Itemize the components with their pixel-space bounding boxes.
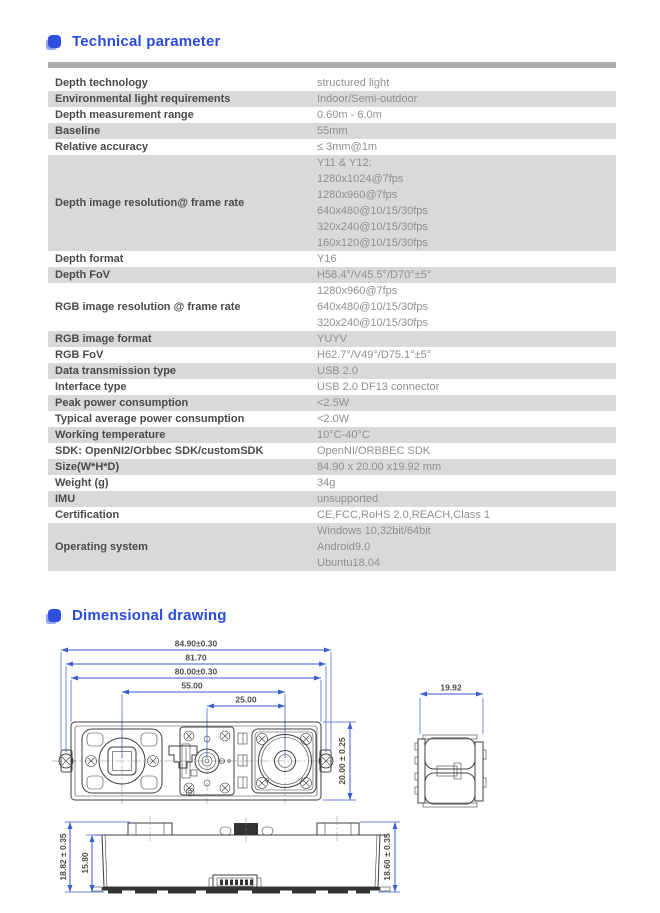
spec-value-line: 34g xyxy=(317,477,336,489)
spec-value-line: 320x240@10/15/30fps xyxy=(317,317,428,329)
spec-value-line: H62.7°/V49°/D75.1°±5° xyxy=(317,349,432,361)
front-dimensions xyxy=(61,639,356,801)
spec-value-line: ≤ 3mm@1m xyxy=(317,141,377,153)
spec-label: IMU xyxy=(55,493,76,505)
spec-row xyxy=(48,107,616,123)
spec-row xyxy=(48,75,616,91)
dim-total-width: 84.90±0.30 xyxy=(174,638,218,649)
spec-row xyxy=(48,427,616,443)
spec-row xyxy=(48,379,616,395)
spec-value-line: Ubuntu18.04 xyxy=(317,557,380,569)
spec-row xyxy=(48,91,616,107)
spec-value-line: CE,FCC,RoHS 2.0,REACH,Class 1 xyxy=(317,509,490,521)
bottom-view xyxy=(58,816,400,894)
dim-side-right-height: 18.60 ± 0.35 xyxy=(382,833,392,881)
spec-value xyxy=(310,411,616,427)
spec-row xyxy=(48,347,616,363)
spec-label: Working temperature xyxy=(55,429,166,441)
dimensional-drawing xyxy=(40,630,620,908)
spec-value-line: Indoor/Semi-outdoor xyxy=(317,93,418,105)
spec-value-line: <2.5W xyxy=(317,397,350,409)
spec-label: Certification xyxy=(55,509,120,521)
spec-value-line: Y11 & Y12: xyxy=(317,157,372,169)
spec-label: Depth FoV xyxy=(55,269,110,281)
spec-label: Relative accuracy xyxy=(55,141,148,153)
spec-table xyxy=(48,75,616,571)
spec-label: RGB image format xyxy=(55,333,152,345)
spec-value-line: USB 2.0 DF13 connector xyxy=(317,381,440,393)
spec-value xyxy=(310,443,616,459)
technical-parameter-heading xyxy=(48,31,660,51)
dim-front-height: 20.00 ± 0.25 xyxy=(337,737,347,785)
spec-value xyxy=(310,139,616,155)
spec-label: Peak power consumption xyxy=(55,397,189,409)
spec-table-container xyxy=(48,62,616,571)
spec-value-line: Y16 xyxy=(317,253,337,265)
spec-row xyxy=(48,523,616,571)
spec-value-line: USB 2.0 xyxy=(317,365,358,377)
spec-label: Typical average power consumption xyxy=(55,413,245,425)
spec-value xyxy=(310,395,616,411)
side-view xyxy=(415,683,486,808)
spec-row xyxy=(48,475,616,491)
spec-value-line: 1280x960@7fps xyxy=(317,189,398,201)
spec-value xyxy=(310,75,616,91)
front-view xyxy=(52,639,356,805)
spec-label: Environmental light requirements xyxy=(55,93,231,105)
spec-value-line: 160x120@10/15/30fps xyxy=(317,237,428,249)
spec-row xyxy=(48,491,616,507)
spec-value xyxy=(310,123,616,139)
spec-label: Depth image resolution@ frame rate xyxy=(55,197,245,209)
spec-row xyxy=(48,251,616,267)
spec-value xyxy=(310,491,616,507)
spec-row xyxy=(48,411,616,427)
spec-row xyxy=(48,155,616,251)
spec-label: Depth format xyxy=(55,253,124,265)
spec-row xyxy=(48,363,616,379)
blue-square-bullet-icon xyxy=(48,609,61,622)
dim-lens-offset: 25.00 xyxy=(235,694,257,705)
spec-label: Depth technology xyxy=(55,77,148,89)
spec-label: Data transmission type xyxy=(55,365,177,377)
spec-row xyxy=(48,507,616,523)
spec-label: Operating system xyxy=(55,541,148,553)
dim-outer-width: 81.70 xyxy=(185,652,207,663)
section-title: Dimensional drawing xyxy=(72,606,227,624)
spec-value xyxy=(310,523,616,571)
spec-row xyxy=(48,395,616,411)
spec-value-line: 640x480@10/15/30fps xyxy=(317,301,428,313)
dimensional-drawing-heading xyxy=(48,605,660,625)
top-protrusions xyxy=(128,816,359,843)
spec-value xyxy=(310,427,616,443)
spec-row xyxy=(48,123,616,139)
df13-connector xyxy=(209,875,261,888)
blue-square-bullet-icon xyxy=(48,35,61,48)
spec-label: Weight (g) xyxy=(55,477,109,489)
spec-label: Interface type xyxy=(55,381,127,393)
spec-value xyxy=(310,155,616,251)
dim-side-total-height: 18.82 ± 0.35 xyxy=(58,833,68,881)
spec-value xyxy=(310,459,616,475)
spec-value xyxy=(310,283,616,331)
spec-value xyxy=(310,475,616,491)
spec-value xyxy=(310,331,616,347)
spec-value-line: 320x240@10/15/30fps xyxy=(317,221,428,233)
spec-value xyxy=(310,267,616,283)
dim-body-width: 80.00±0.30 xyxy=(174,666,218,677)
spec-row xyxy=(48,331,616,347)
spec-label: RGB FoV xyxy=(55,349,104,361)
spec-value xyxy=(310,107,616,123)
spec-value-line: structured light xyxy=(317,77,390,89)
spec-value-line: Windows 10,32bit/64bit xyxy=(317,525,431,537)
dim-depth: 19.92 xyxy=(440,682,462,693)
spec-value-line: 1280x960@7fps xyxy=(317,285,398,297)
spec-label: Depth measurement range xyxy=(55,109,194,121)
spec-label: RGB image resolution @ frame rate xyxy=(55,301,241,313)
spec-row xyxy=(48,267,616,283)
spec-label: Baseline xyxy=(55,125,101,137)
spec-value-line: unsupported xyxy=(317,493,379,505)
spec-value xyxy=(310,379,616,395)
spec-row xyxy=(48,139,616,155)
spec-row xyxy=(48,283,616,331)
spec-value-line: 10°C-40°C xyxy=(317,429,370,441)
spec-value-line: YUYV xyxy=(317,333,347,345)
spec-value xyxy=(310,91,616,107)
spec-value-line: OpenNI/ORBBEC SDK xyxy=(317,445,431,457)
spec-value xyxy=(310,251,616,267)
bracket-clips xyxy=(238,733,247,788)
spec-value-line: <2.0W xyxy=(317,413,350,425)
spec-value-line: Android9.0 xyxy=(317,541,371,553)
spec-value-line: 640x480@10/15/30fps xyxy=(317,205,428,217)
spec-row xyxy=(48,459,616,475)
spec-value xyxy=(310,347,616,363)
spec-value-line: 84.90 x 20.00 x19.92 mm xyxy=(317,461,442,473)
section-title: Technical parameter xyxy=(72,32,221,50)
dimensional-drawing-svg xyxy=(40,630,620,908)
spec-row xyxy=(48,443,616,459)
usb-connector-front xyxy=(169,746,197,796)
bottom-dimensions xyxy=(58,822,400,892)
spec-value xyxy=(310,363,616,379)
dim-side-body-height: 15.80 xyxy=(80,852,90,874)
dim-lens-span: 55.00 xyxy=(181,680,203,691)
spec-value-line: 55mm xyxy=(317,125,348,137)
spec-value-line: H58.4°/V45.5°/D70°±5° xyxy=(317,269,432,281)
bottom-rail xyxy=(92,887,390,894)
spec-value-line: 1280x1024@7fps xyxy=(317,173,404,185)
spec-label: SDK: OpenNI2/Orbbec SDK/customSDK xyxy=(55,445,264,457)
spec-value xyxy=(310,507,616,523)
spec-value-line: 0.60m - 6.0m xyxy=(317,109,382,121)
spec-table-body xyxy=(48,75,616,571)
spec-label: Size(W*H*D) xyxy=(55,461,120,473)
